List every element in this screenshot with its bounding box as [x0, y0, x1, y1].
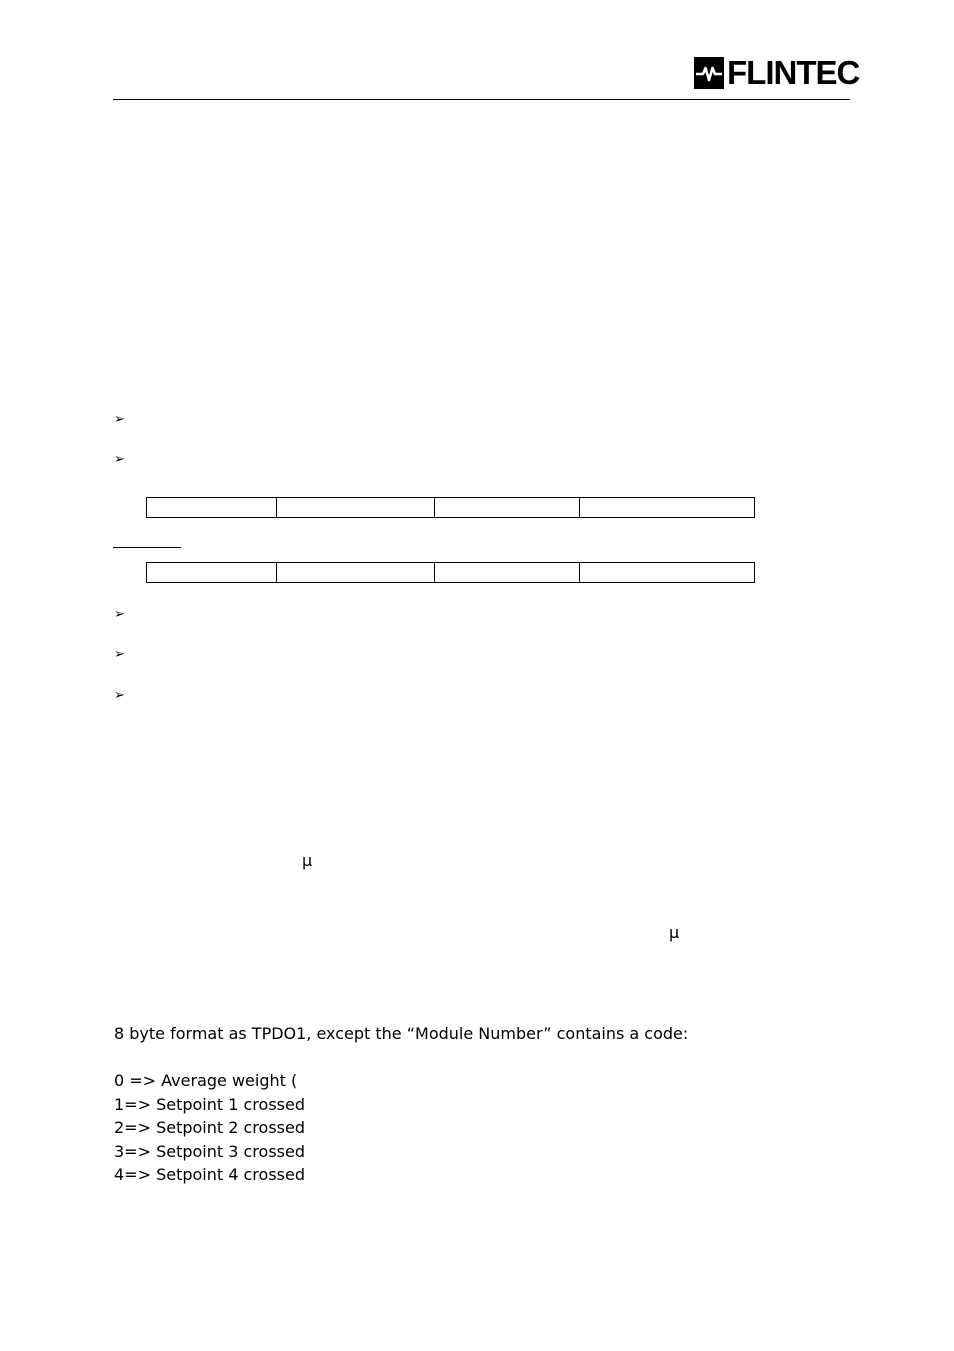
table-cell	[435, 498, 580, 518]
table-cell	[580, 563, 755, 583]
table-cell	[277, 498, 435, 518]
code-line-0: 0 => Average weight (	[114, 1071, 298, 1090]
table-row	[147, 563, 755, 583]
bullet-marker-icon: ➢	[114, 412, 125, 427]
underline-stub	[113, 547, 181, 548]
data-table-2	[146, 562, 755, 583]
bullet-marker-icon: ➢	[114, 452, 125, 467]
table-row	[147, 498, 755, 518]
intro-paragraph: 8 byte format as TPDO1, except the “Module Number” contains a code:	[114, 1024, 689, 1043]
mu-symbol: µ	[302, 851, 313, 870]
table-cell	[147, 563, 277, 583]
logo-text: FLINTEC	[727, 54, 860, 91]
header-rule	[113, 99, 850, 100]
flintec-wave-icon	[694, 57, 724, 89]
data-table-1	[146, 497, 755, 518]
bullet-marker-icon: ➢	[114, 688, 125, 703]
code-line-4: 4=> Setpoint 4 crossed	[114, 1165, 305, 1184]
code-line-2: 2=> Setpoint 2 crossed	[114, 1118, 305, 1137]
flintec-logo	[694, 56, 859, 90]
table-cell	[435, 563, 580, 583]
table-cell	[277, 563, 435, 583]
mu-symbol: µ	[669, 923, 680, 942]
table-cell	[147, 498, 277, 518]
table-cell	[580, 498, 755, 518]
code-line-3: 3=> Setpoint 3 crossed	[114, 1142, 305, 1161]
bullet-marker-icon: ➢	[114, 647, 125, 662]
bullet-marker-icon: ➢	[114, 607, 125, 622]
code-line-1: 1=> Setpoint 1 crossed	[114, 1095, 305, 1114]
